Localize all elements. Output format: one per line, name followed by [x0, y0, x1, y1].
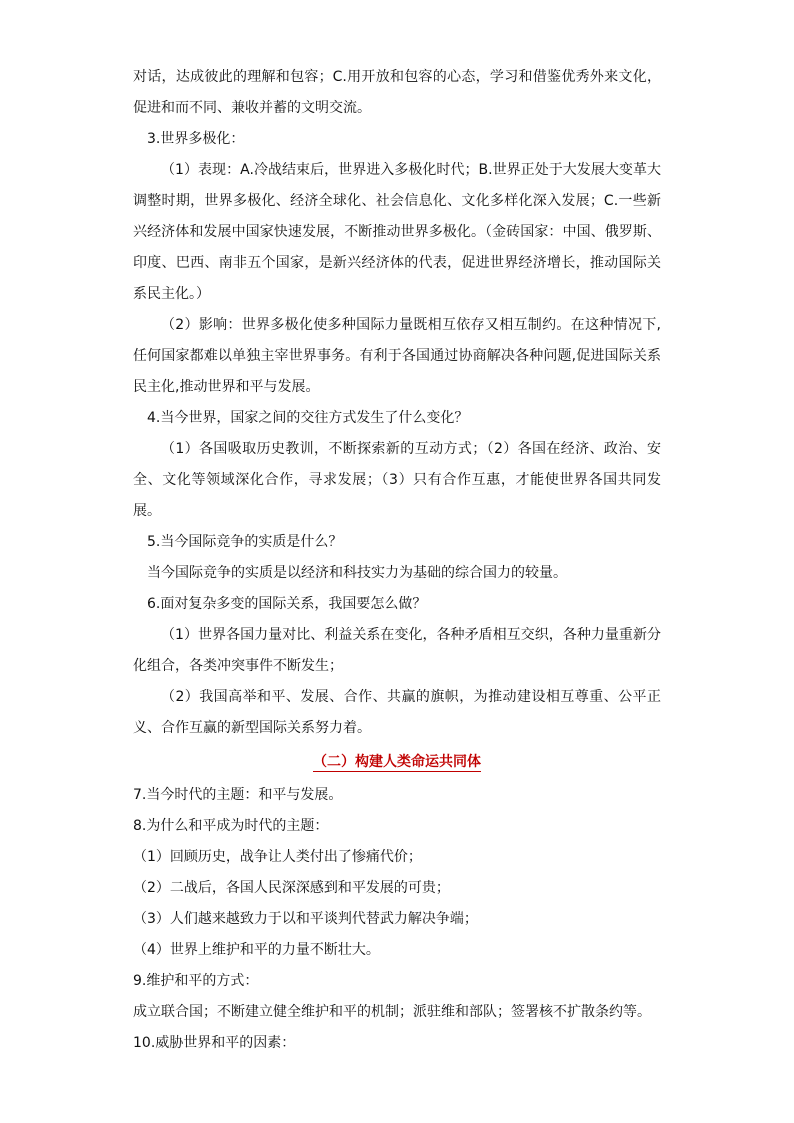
section-2-title-text: （二）构建人类命运共同体	[313, 754, 481, 770]
item-era-theme: 7.当今时代的主题：和平与发展。	[133, 787, 343, 803]
item-maintain-peace-answer: 成立联合国；不断建立健全维护和平的机制；派驻维和部队；签署核不扩散条约等。	[133, 1004, 651, 1020]
item-why-peace-3: （3）人们越来越致力于以和平谈判代替武力解决争端；	[133, 911, 478, 927]
section-1-body	[133, 62, 661, 744]
item-threats-to-peace: 10.威胁世界和平的因素：	[133, 1035, 296, 1051]
item-why-peace-1: （1）回顾历史，战争让人类付出了惨痛代价；	[133, 849, 422, 865]
section-2-title	[133, 750, 661, 774]
item-maintain-peace: 9.维护和平的方式：	[133, 973, 259, 989]
item-why-peace-4: （4）世界上维护和平的力量不断壮大。	[133, 942, 380, 958]
answer-china-response-2: （2）我国高举和平、发展、合作、共赢的旗帜，为推动建设相互尊重、公平正义、合作互赢的新型国际关系努力着。	[133, 689, 661, 736]
answer-interaction-change: （1）各国吸取历史教训，不断探索新的互动方式；（2）各国在经济、政治、安全、文化等领域深化合作，寻求发展；（3）只有合作互惠，才能使世界各国共同发展。	[133, 441, 661, 519]
question-competition-essence: 5.当今国际竞争的实质是什么？	[147, 534, 343, 550]
item-why-peace: 8.为什么和平成为时代的主题：	[133, 818, 329, 834]
question-china-response: 6.面对复杂多变的国际关系，我国要怎么做？	[147, 596, 427, 612]
paragraph-culture-exchange: 对话，达成彼此的理解和包容；C.用开放和包容的心态，学习和借鉴优秀外来文化，促进和而不同、兼收并蓄的文明交流。	[133, 69, 661, 116]
paragraph-multipolarity-impact: （2）影响：世界多极化使多种国际力量既相互依存又相互制约。在这种情况下,任何国家都难以单独主宰世界事务。有利于各国通过协商解决各种问题,促进国际关系民主化,推动世界和平与发展。	[133, 317, 661, 395]
paragraph-multipolarity-manifestation: （1）表现：A.冷战结束后，世界进入多极化时代；B.世界正处于大发展大变革大调整时期，世界多极化、经济全球化、社会信息化、文化多样化深入发展；C.一些新兴经济体和发展中国家快速发展，不断推动世界多极化。（金砖国家：中国、俄罗斯、印度、巴西、南非五个国家，是新兴经济体的代表，促进世界经济增长，推动国际关系民主化。）	[133, 162, 661, 302]
item-why-peace-2: （2）二战后，各国人民深深感到和平发展的可贵；	[133, 880, 450, 896]
answer-competition-essence: 当今国际竞争的实质是以经济和科技实力为基础的综合国力的较量。	[147, 565, 567, 581]
section-2-body	[133, 780, 661, 1059]
question-interaction-change: 4.当今世界，国家之间的交往方式发生了什么变化？	[147, 410, 469, 426]
heading-multipolarity: 3.世界多极化：	[147, 131, 245, 147]
answer-china-response-1: （1）世界各国力量对比、利益关系在变化，各种矛盾相互交织，各种力量重新分化组合，各类冲突事件不断发生；	[133, 627, 661, 674]
